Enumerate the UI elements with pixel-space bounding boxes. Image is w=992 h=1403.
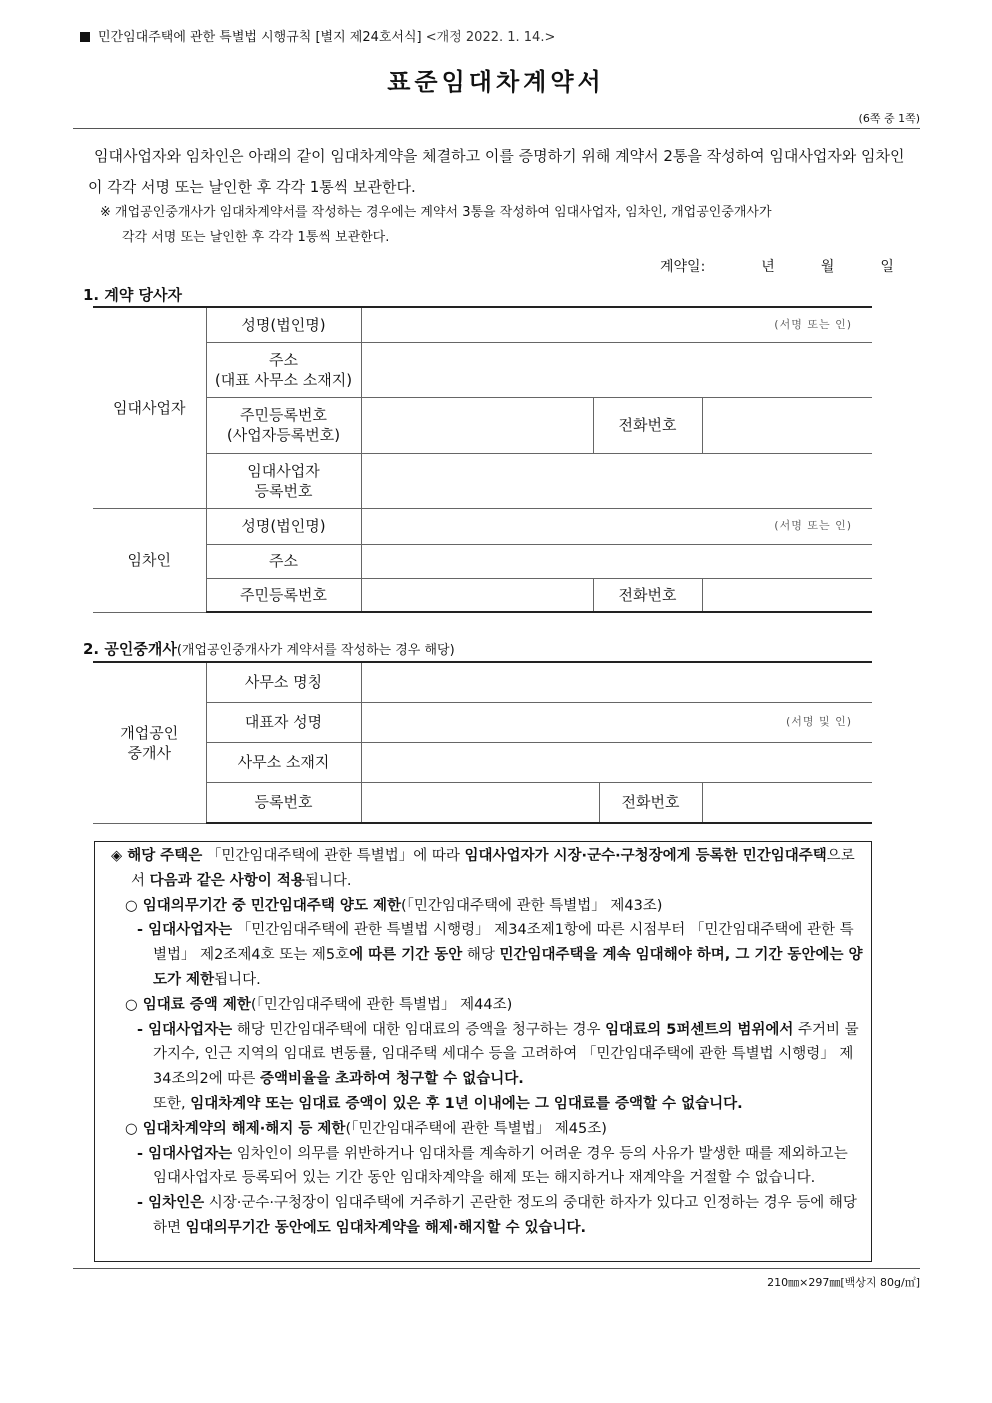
notice-box <box>94 841 872 1262</box>
broker-section-subtitle: (개업공인중개사가 계약서를 작성하는 경우 해당) <box>176 643 455 658</box>
tenant-reg-label: 주민등록번호 <box>206 578 361 612</box>
notice-heading <box>105 894 865 919</box>
lessor-reg-field[interactable] <box>361 397 593 453</box>
notice-text: 시장·군수·구청장이 임대주택에 거주하기 곤란한 정도의 중대한 하자가 있다고 인정하는 경우 등에 해당하면 <box>153 1195 857 1236</box>
notice-text: 됩니다. <box>214 971 261 988</box>
notice-text: 해당 <box>462 947 500 964</box>
broker-table <box>93 661 872 824</box>
notice-item <box>105 1142 865 1192</box>
rep-name-label: 대표자 성명 <box>206 702 361 742</box>
notice-text: 또한, <box>153 1095 191 1112</box>
lessor-phone-field[interactable] <box>702 397 872 453</box>
tenant-address-label: 주소 <box>206 544 361 578</box>
office-name-field[interactable] <box>361 662 872 702</box>
month-label: 월 <box>820 259 835 275</box>
square-bullet-icon <box>80 32 90 42</box>
lessor-address-label-line: (대표 사무소 소재지) <box>214 370 353 389</box>
notice-item <box>105 1018 865 1117</box>
broker-label-line: 중개사 <box>127 743 171 762</box>
lessor-sign-label: (서명 또는 인) <box>774 317 853 331</box>
notice-text: 임차인이 의무를 위반하거나 임대차를 계속하기 어려운 경우 등의 사유가 발생한 때를 제외하고는 임대사업자로 등록되어 있는 기간 동안 임대차계약을 해제 또는 해지하거나 재계약을 거절할 수 없습니다. <box>153 1145 848 1187</box>
tenant-label: 임차인 <box>93 508 206 612</box>
notice-heading <box>105 993 865 1018</box>
broker-phone-label: 전화번호 <box>599 782 702 823</box>
notice-text: ◈ 해당 주택은 <box>111 848 203 864</box>
notice-text: 으로서 <box>131 848 855 889</box>
broker-section-title: 2. 공인중개사 <box>83 640 177 658</box>
tenant-name-label: 성명(법인명) <box>206 508 361 544</box>
notice-text: ○ 임대의무기간 중 민간임대주택 양도 제한 <box>125 897 402 914</box>
page-title: 표준임대차계약서 <box>387 68 605 96</box>
notice-intro <box>105 844 865 894</box>
broker-note-line: 각각 서명 또는 날인한 후 각각 1통씩 보관한다. <box>122 230 390 245</box>
broker-label <box>93 662 206 823</box>
notice-item <box>105 918 865 992</box>
broker-reg-field[interactable] <box>361 782 599 823</box>
divider <box>73 128 920 129</box>
notice-text: 임대의무기간 동안에도 임대차계약을 해제·해지할 수 있습니다. <box>185 1219 587 1236</box>
broker-label-line: 개업공인 <box>120 723 179 742</box>
notice-item <box>105 1191 865 1241</box>
rep-name-field[interactable] <box>361 702 872 742</box>
notice-text: 「민간임대주택에 관한 특별법」에 따라 <box>202 848 465 864</box>
paper-spec: 210㎜×297㎜[백상지 80g/㎡] <box>767 1276 920 1289</box>
page-indicator: (6쪽 중 1쪽) <box>858 112 920 125</box>
lessor-biz-reg-field[interactable] <box>361 453 872 508</box>
notice-text: 됩니다. <box>304 872 352 889</box>
notice-text: 다음과 같은 사항이 적용 <box>149 872 305 889</box>
notice-text: 증액비율을 초과하여 청구할 수 없습니다. <box>259 1071 524 1088</box>
intro-text: 임대사업자와 임차인은 아래의 같이 임대차계약을 체결하고 이를 증명하기 위해 계약서 2통을 작성하여 임대사업자와 임차인이 각각 서명 또는 날인한 후 각각 1통씩 보관한다. <box>88 147 905 196</box>
lessor-reg-label-line: 주민등록번호 <box>240 406 327 424</box>
office-name-label: 사무소 명칭 <box>206 662 361 702</box>
form-header <box>80 26 555 45</box>
broker-phone-field[interactable] <box>702 782 872 823</box>
section-title-broker <box>83 638 455 659</box>
lessor-biz-reg-label-line: 임대사업자 <box>247 461 320 480</box>
notice-heading <box>105 1117 865 1142</box>
contract-date-label: 계약일: <box>660 259 706 275</box>
broker-sign-label: (서명 및 인) <box>785 715 853 728</box>
tenant-address-field[interactable] <box>361 544 872 578</box>
tenant-phone-field[interactable] <box>702 578 872 612</box>
notice-text: (「민간임대주택에 관한 특별법」 제45조) <box>345 1120 607 1137</box>
notice-text: (「민간임대주택에 관한 특별법」 제43조) <box>401 897 663 914</box>
lessor-name-field[interactable] <box>361 307 872 342</box>
office-location-label: 사무소 소재지 <box>206 742 361 782</box>
notice-text: ○ 임대료 증액 제한 <box>125 996 251 1013</box>
notice-text: 민간임대주택을 계속 임대해야 하며, 그 기간 동안에는 양도가 제한 <box>153 947 863 988</box>
lessor-name-label: 성명(법인명) <box>206 307 361 342</box>
tenant-phone-label: 전화번호 <box>593 578 702 612</box>
notice-text: ○ 임대차계약의 해제·해지 등 제한 <box>125 1120 346 1137</box>
notice-text: 주거비 물가지수, 인근 지역의 임대료 변동률, 임대주택 세대수 등을 고려하여 「민간임대주택에 관한 특별법 시행령」 제34조의2에 따른 <box>153 1021 859 1088</box>
notice-text: (「민간임대주택에 관한 특별법」 제44조) <box>250 996 513 1013</box>
lessor-address-field[interactable] <box>361 342 872 397</box>
notice-text: - 임대사업자는 <box>137 1145 233 1162</box>
contract-date <box>660 256 894 276</box>
tenant-reg-field[interactable] <box>361 578 593 612</box>
year-label: 년 <box>761 259 775 275</box>
day-label: 일 <box>880 259 894 275</box>
parties-table <box>93 306 872 613</box>
tenant-name-field[interactable] <box>361 508 872 544</box>
broker-reg-label: 등록번호 <box>206 782 361 823</box>
revision-date: <개정 2022. 1. 14.> <box>425 30 556 45</box>
notice-text: 임대료의 5퍼센트의 범위에서 <box>605 1021 794 1038</box>
notice-text: 임대사업자가 시장·군수·구청장에게 등록한 민간임대주택 <box>464 848 827 864</box>
notice-text: 임대차계약 또는 임대료 증액이 있은 후 1년 이내에는 그 임대료를 증액할 수 없습니다. <box>190 1095 743 1112</box>
lessor-phone-label: 전화번호 <box>593 397 702 453</box>
notice-text: - 임대사업자는 <box>137 1021 233 1038</box>
lessor-biz-reg-label <box>206 453 361 508</box>
tenant-sign-label: (서명 또는 인) <box>774 519 853 532</box>
notice-text: - 임차인은 <box>137 1195 205 1212</box>
section-title-parties: 1. 계약 당사자 <box>83 286 183 304</box>
notice-text: 「민간임대주택에 관한 특별법 시행령」 제34조제1항에 따른 시점부터 「민간임대주택에 관한 특별법」 제2조제4호 또는 제5호 <box>153 922 854 964</box>
broker-note <box>100 200 914 250</box>
lessor-reg-label-line: (사업자등록번호) <box>226 426 341 444</box>
divider <box>73 1268 920 1269</box>
lessor-address-label <box>206 342 361 397</box>
law-reference: 민간임대주택에 관한 특별법 시행규칙 [별지 제24호서식] <box>98 30 422 45</box>
office-location-field[interactable] <box>361 742 872 782</box>
lessor-reg-label <box>206 397 361 453</box>
broker-note-line: ※ 개업공인중개사가 임대차계약서를 작성하는 경우에는 계약서 3통을 작성하여 임대사업자, 임차인, 개업공인중개사가 <box>100 205 772 220</box>
lessor-label: 임대사업자 <box>93 307 206 508</box>
notice-text: 에 따른 기간 동안 <box>349 947 463 964</box>
lessor-address-label-line: 주소 <box>269 350 298 369</box>
notice-text: - 임대사업자는 <box>137 922 233 939</box>
notice-text: 해당 민간임대주택에 대한 임대료의 증액을 청구하는 경우 <box>232 1021 606 1038</box>
lessor-biz-reg-label-line: 등록번호 <box>254 481 313 500</box>
